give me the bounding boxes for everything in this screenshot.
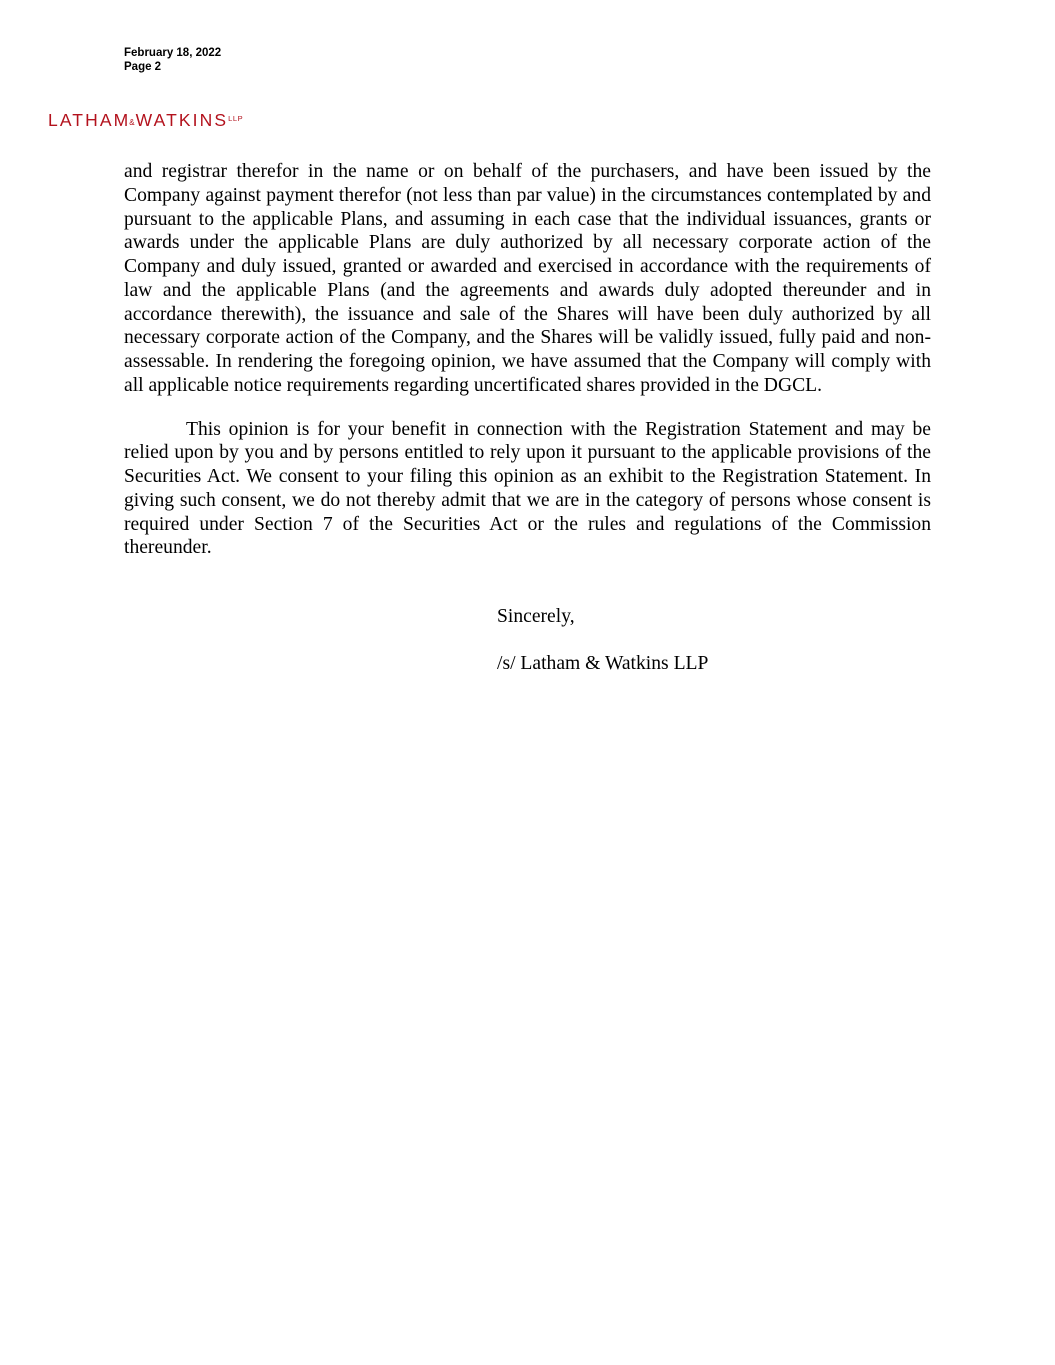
logo-name-part1: LATHAM xyxy=(48,110,131,130)
firm-logo xyxy=(48,110,243,134)
body-paragraph-2: This opinion is for your benefit in connection with the Registration Statement and may be relied upon by you and by persons entitled to rely upon it pursuant to the applicable provisions of the Securities Act. We consent to your filing this opinion as an exhibit to the Registration Statement. In giving such consent, we do not thereby admit that we are in the category of persons whose consent is required under Section 7 of the Securities Act or the rules and regulations of the Commission thereunder. xyxy=(124,418,931,559)
logo-ampersand: & xyxy=(129,118,135,127)
logo-suffix: LLP xyxy=(228,114,244,123)
closing-salutation: Sincerely, xyxy=(497,606,575,627)
closing-signature: /s/ Latham & Watkins LLP xyxy=(497,653,709,674)
logo-name-part2: WATKINS xyxy=(135,110,229,130)
header-date: February 18, 2022 xyxy=(124,47,222,59)
page-header xyxy=(124,46,221,74)
body-paragraph-1: and registrar therefor in the name or on behalf of the purchasers, and have been issued by the Company against payment therefor (not less than par value) in the circumstances contemplated by and pursuant to the applicable Plans, and assuming in each case that the individual issuances, grants or awards under the applicable Plans are duly authorized by all necessary corporate action of the Company and duly issued, granted or awarded and exercised in accordance with the requirements of law and the applicable Plans (and the agreements and awards duly adopted thereunder and in accordance therewith), the issuance and sale of the Shares will have been duly authorized by all necessary corporate action of the Company, and the Shares will be validly issued, fully paid and non-assessable. In rendering the foregoing opinion, we have assumed that the Company will comply with all applicable notice requirements regarding uncertificated shares provided in the DGCL. xyxy=(124,161,931,396)
letter-body xyxy=(124,160,931,560)
header-page-number: Page 2 xyxy=(124,61,162,73)
